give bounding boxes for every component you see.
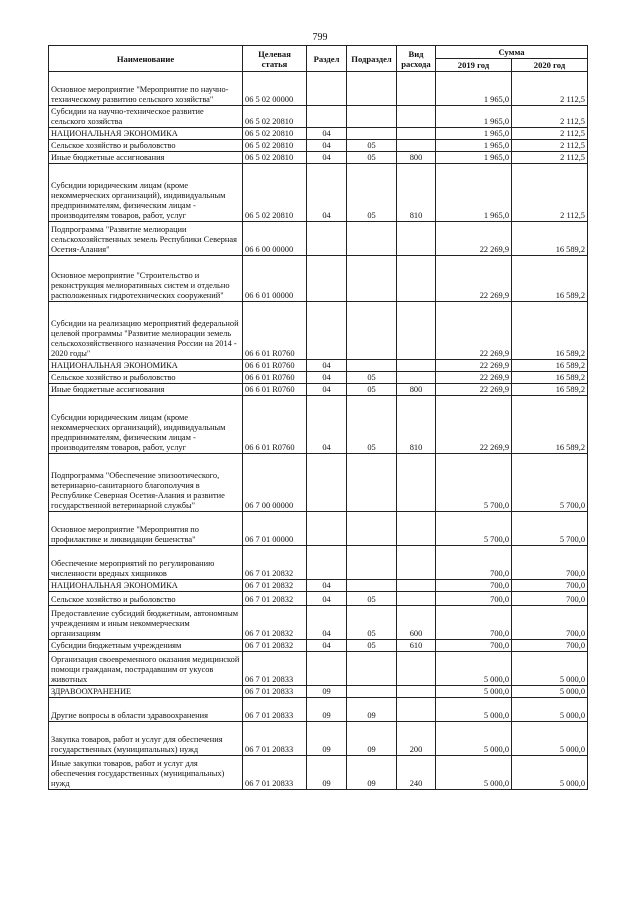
- row-sum-2020-cell: 2 112,5: [512, 72, 588, 106]
- row-expense-type-cell: [397, 72, 436, 106]
- row-sum-2020-cell: 5 000,0: [512, 686, 588, 698]
- row-sum-2019-cell: 22 269,9: [436, 384, 512, 396]
- row-sum-2020-cell: 16 589,2: [512, 222, 588, 256]
- row-sum-2020-cell: 700,0: [512, 640, 588, 652]
- table-row: [49, 256, 588, 302]
- row-sum-2019-cell: 1 965,0: [436, 128, 512, 140]
- row-sum-2019-cell: 5 700,0: [436, 512, 512, 546]
- row-section-cell: [307, 72, 347, 106]
- row-sum-2019-cell: 700,0: [436, 606, 512, 640]
- row-sum-2019-cell: 22 269,9: [436, 222, 512, 256]
- row-sum-2019-cell: 5 700,0: [436, 454, 512, 512]
- table-row: [49, 640, 588, 652]
- row-target-cell: 06 7 01 20832: [243, 546, 307, 580]
- row-name-cell: Другие вопросы в области здравоохранения: [49, 698, 243, 722]
- table-row: [49, 384, 588, 396]
- row-sum-2020-cell: 2 112,5: [512, 152, 588, 164]
- row-subsection-cell: 05: [347, 592, 397, 606]
- row-name-cell: Сельское хозяйство и рыболовство: [49, 140, 243, 152]
- row-expense-type-cell: [397, 546, 436, 580]
- row-expense-type-cell: [397, 360, 436, 372]
- header-sum: Сумма: [436, 46, 588, 59]
- row-subsection-cell: 09: [347, 722, 397, 756]
- table-row: [49, 512, 588, 546]
- row-subsection-cell: 05: [347, 372, 397, 384]
- table-row: [49, 652, 588, 686]
- row-name-cell: Субсидии юридическим лицам (кроме некоммерческих организаций), индивидуальным предпринимателям, физическим лицам - производителям товаров, работ, услуг: [49, 164, 243, 222]
- row-target-cell: 06 7 00 00000: [243, 454, 307, 512]
- header-expense-type: Вид расхода: [397, 46, 436, 72]
- table-row: [49, 580, 588, 592]
- row-section-cell: 04: [307, 384, 347, 396]
- table-row: [49, 360, 588, 372]
- row-name-cell: Сельское хозяйство и рыболовство: [49, 372, 243, 384]
- row-name-cell: Закупка товаров, работ и услуг для обеспечения государственных (муниципальных) нужд: [49, 722, 243, 756]
- row-sum-2019-cell: 700,0: [436, 640, 512, 652]
- row-name-cell: Сельское хозяйство и рыболовство: [49, 592, 243, 606]
- row-target-cell: 06 6 00 00000: [243, 222, 307, 256]
- row-subsection-cell: [347, 256, 397, 302]
- row-sum-2019-cell: 700,0: [436, 580, 512, 592]
- header-year-2019: 2019 год: [436, 59, 512, 72]
- row-expense-type-cell: [397, 686, 436, 698]
- row-expense-type-cell: [397, 454, 436, 512]
- row-name-cell: Основное мероприятие "Мероприятие по научно-техническому развитию сельского хозяйства": [49, 72, 243, 106]
- row-target-cell: 06 5 02 20810: [243, 140, 307, 152]
- row-target-cell: 06 7 01 00000: [243, 512, 307, 546]
- row-expense-type-cell: [397, 222, 436, 256]
- table-body: [49, 72, 588, 790]
- row-name-cell: Предоставление субсидий бюджетным, автономным учреждениям и иным некоммерческим организациям: [49, 606, 243, 640]
- row-subsection-cell: 05: [347, 152, 397, 164]
- row-target-cell: 06 5 02 20810: [243, 164, 307, 222]
- row-sum-2019-cell: 1 965,0: [436, 164, 512, 222]
- row-expense-type-cell: 610: [397, 640, 436, 652]
- row-section-cell: 04: [307, 606, 347, 640]
- row-section-cell: 04: [307, 396, 347, 454]
- row-expense-type-cell: 200: [397, 722, 436, 756]
- row-expense-type-cell: [397, 140, 436, 152]
- row-section-cell: 04: [307, 164, 347, 222]
- row-sum-2020-cell: 5 000,0: [512, 652, 588, 686]
- row-name-cell: Субсидии на реализацию мероприятий федеральной целевой программы "Развитие мелиорации земель сельскохозяйственного назначения России на 2014 - 2020 годы": [49, 302, 243, 360]
- row-target-cell: 06 7 01 20832: [243, 592, 307, 606]
- table-row: [49, 140, 588, 152]
- row-expense-type-cell: 600: [397, 606, 436, 640]
- row-name-cell: НАЦИОНАЛЬНАЯ ЭКОНОМИКА: [49, 360, 243, 372]
- table-row: [49, 106, 588, 128]
- table-row: [49, 722, 588, 756]
- row-section-cell: 04: [307, 140, 347, 152]
- row-sum-2020-cell: 2 112,5: [512, 106, 588, 128]
- row-sum-2019-cell: 1 965,0: [436, 106, 512, 128]
- row-target-cell: 06 5 02 20810: [243, 152, 307, 164]
- row-target-cell: 06 5 02 20810: [243, 106, 307, 128]
- row-subsection-cell: [347, 546, 397, 580]
- table-row: [49, 454, 588, 512]
- row-sum-2020-cell: 16 589,2: [512, 302, 588, 360]
- row-target-cell: 06 7 01 20832: [243, 640, 307, 652]
- header-target: Целевая статья: [243, 46, 307, 72]
- row-name-cell: Основное мероприятие "Мероприятия по профилактике и ликвидации бешенства": [49, 512, 243, 546]
- table-row: [49, 698, 588, 722]
- row-sum-2020-cell: 16 589,2: [512, 360, 588, 372]
- row-subsection-cell: 09: [347, 756, 397, 790]
- table-row: [49, 302, 588, 360]
- row-sum-2020-cell: 5 000,0: [512, 722, 588, 756]
- row-expense-type-cell: [397, 128, 436, 140]
- row-section-cell: [307, 454, 347, 512]
- row-sum-2019-cell: 22 269,9: [436, 302, 512, 360]
- row-name-cell: Организация своевременного оказания медицинской помощи гражданам, пострадавшим от укусов животных: [49, 652, 243, 686]
- row-target-cell: 06 7 01 20833: [243, 722, 307, 756]
- row-section-cell: 04: [307, 372, 347, 384]
- row-sum-2019-cell: 22 269,9: [436, 360, 512, 372]
- row-expense-type-cell: [397, 372, 436, 384]
- row-section-cell: 09: [307, 756, 347, 790]
- row-section-cell: [307, 256, 347, 302]
- row-sum-2020-cell: 5 000,0: [512, 698, 588, 722]
- row-name-cell: Иные закупки товаров, работ и услуг для обеспечения государственных (муниципальных) нужд: [49, 756, 243, 790]
- row-section-cell: [307, 106, 347, 128]
- row-target-cell: 06 7 01 20833: [243, 698, 307, 722]
- table-row: [49, 396, 588, 454]
- row-section-cell: [307, 652, 347, 686]
- row-name-cell: Основное мероприятие "Строительство и реконструкция мелиоративных систем и отдельно расположенных гидротехнических сооружений": [49, 256, 243, 302]
- row-name-cell: Подпрограмма "Развитие мелиорации сельскохозяйственных земель Республики Северная Осетия-Алания": [49, 222, 243, 256]
- row-subsection-cell: 09: [347, 698, 397, 722]
- table-row: [49, 72, 588, 106]
- row-subsection-cell: 05: [347, 396, 397, 454]
- row-sum-2019-cell: 22 269,9: [436, 396, 512, 454]
- row-target-cell: 06 7 01 20832: [243, 606, 307, 640]
- row-expense-type-cell: 800: [397, 152, 436, 164]
- row-target-cell: 06 7 01 20833: [243, 756, 307, 790]
- row-sum-2019-cell: 700,0: [436, 546, 512, 580]
- row-sum-2020-cell: 5 700,0: [512, 512, 588, 546]
- row-sum-2020-cell: 2 112,5: [512, 164, 588, 222]
- row-subsection-cell: [347, 652, 397, 686]
- row-section-cell: 04: [307, 360, 347, 372]
- row-subsection-cell: [347, 686, 397, 698]
- row-target-cell: 06 5 02 20810: [243, 128, 307, 140]
- row-sum-2019-cell: 5 000,0: [436, 652, 512, 686]
- row-sum-2020-cell: 16 589,2: [512, 384, 588, 396]
- row-section-cell: 09: [307, 686, 347, 698]
- row-subsection-cell: [347, 512, 397, 546]
- row-target-cell: 06 7 01 20832: [243, 580, 307, 592]
- row-sum-2019-cell: 1 965,0: [436, 72, 512, 106]
- row-expense-type-cell: [397, 256, 436, 302]
- row-target-cell: 06 6 01 R0760: [243, 384, 307, 396]
- row-sum-2020-cell: 2 112,5: [512, 140, 588, 152]
- table-row: [49, 592, 588, 606]
- row-name-cell: Субсидии юридическим лицам (кроме некоммерческих организаций), индивидуальным предпринимателям, физическим лицам - производителям товаров, работ, услуг: [49, 396, 243, 454]
- row-subsection-cell: 05: [347, 384, 397, 396]
- row-sum-2020-cell: 5 700,0: [512, 454, 588, 512]
- row-expense-type-cell: [397, 652, 436, 686]
- row-sum-2019-cell: 22 269,9: [436, 256, 512, 302]
- row-name-cell: НАЦИОНАЛЬНАЯ ЭКОНОМИКА: [49, 580, 243, 592]
- table-row: [49, 756, 588, 790]
- row-sum-2019-cell: 22 269,9: [436, 372, 512, 384]
- table-row: [49, 164, 588, 222]
- row-name-cell: Иные бюджетные ассигнования: [49, 384, 243, 396]
- row-sum-2019-cell: 5 000,0: [436, 722, 512, 756]
- row-name-cell: Иные бюджетные ассигнования: [49, 152, 243, 164]
- row-subsection-cell: 05: [347, 606, 397, 640]
- row-expense-type-cell: [397, 512, 436, 546]
- row-target-cell: 06 6 01 00000: [243, 256, 307, 302]
- row-name-cell: ЗДРАВООХРАНЕНИЕ: [49, 686, 243, 698]
- row-name-cell: Субсидии бюджетным учреждениям: [49, 640, 243, 652]
- table-row: [49, 222, 588, 256]
- table-row: [49, 128, 588, 140]
- row-sum-2020-cell: 700,0: [512, 580, 588, 592]
- row-target-cell: 06 7 01 20833: [243, 652, 307, 686]
- row-target-cell: 06 5 02 00000: [243, 72, 307, 106]
- row-section-cell: 09: [307, 698, 347, 722]
- row-section-cell: 04: [307, 640, 347, 652]
- row-target-cell: 06 6 01 R0760: [243, 396, 307, 454]
- row-sum-2019-cell: 1 965,0: [436, 140, 512, 152]
- row-expense-type-cell: [397, 698, 436, 722]
- row-expense-type-cell: [397, 592, 436, 606]
- row-name-cell: Субсидии на научно-техническое развитие сельского хозяйства: [49, 106, 243, 128]
- row-section-cell: [307, 512, 347, 546]
- row-sum-2020-cell: 700,0: [512, 592, 588, 606]
- table-row: [49, 372, 588, 384]
- row-section-cell: 04: [307, 152, 347, 164]
- row-subsection-cell: [347, 302, 397, 360]
- row-subsection-cell: [347, 222, 397, 256]
- row-subsection-cell: 05: [347, 164, 397, 222]
- table-row: [49, 686, 588, 698]
- row-name-cell: Обеспечение мероприятий по регулированию численности вредных хищников: [49, 546, 243, 580]
- row-subsection-cell: [347, 128, 397, 140]
- row-expense-type-cell: 810: [397, 164, 436, 222]
- row-target-cell: 06 6 01 R0760: [243, 372, 307, 384]
- row-expense-type-cell: 240: [397, 756, 436, 790]
- row-expense-type-cell: 800: [397, 384, 436, 396]
- row-expense-type-cell: [397, 302, 436, 360]
- row-target-cell: 06 6 01 R0760: [243, 360, 307, 372]
- row-section-cell: 04: [307, 128, 347, 140]
- row-expense-type-cell: [397, 106, 436, 128]
- row-sum-2019-cell: 5 000,0: [436, 756, 512, 790]
- row-target-cell: 06 6 01 R0760: [243, 302, 307, 360]
- budget-table: [48, 45, 588, 790]
- table-row: [49, 546, 588, 580]
- row-sum-2020-cell: 2 112,5: [512, 128, 588, 140]
- row-name-cell: НАЦИОНАЛЬНАЯ ЭКОНОМИКА: [49, 128, 243, 140]
- row-section-cell: [307, 546, 347, 580]
- row-expense-type-cell: [397, 580, 436, 592]
- row-section-cell: [307, 302, 347, 360]
- row-sum-2020-cell: 16 589,2: [512, 372, 588, 384]
- row-sum-2019-cell: 1 965,0: [436, 152, 512, 164]
- header-name: Наименование: [49, 46, 243, 72]
- row-subsection-cell: 05: [347, 640, 397, 652]
- row-subsection-cell: 05: [347, 140, 397, 152]
- page-number: 799: [312, 32, 328, 43]
- row-subsection-cell: [347, 580, 397, 592]
- row-sum-2020-cell: 5 000,0: [512, 756, 588, 790]
- row-name-cell: Подпрограмма "Обеспечение эпизоотического, ветеринарно-санитарного благополучия в Республике Северная Осетия-Алания и развитие государственной ветеринарной службы": [49, 454, 243, 512]
- row-subsection-cell: [347, 454, 397, 512]
- row-sum-2019-cell: 5 000,0: [436, 698, 512, 722]
- row-sum-2020-cell: 700,0: [512, 546, 588, 580]
- row-sum-2020-cell: 16 589,2: [512, 396, 588, 454]
- row-expense-type-cell: 810: [397, 396, 436, 454]
- row-sum-2020-cell: 16 589,2: [512, 256, 588, 302]
- header-year-2020: 2020 год: [512, 59, 588, 72]
- table-row: [49, 606, 588, 640]
- row-section-cell: [307, 222, 347, 256]
- row-sum-2019-cell: 5 000,0: [436, 686, 512, 698]
- row-subsection-cell: [347, 360, 397, 372]
- table-row: [49, 152, 588, 164]
- row-sum-2019-cell: 700,0: [436, 592, 512, 606]
- row-section-cell: 04: [307, 580, 347, 592]
- row-sum-2020-cell: 700,0: [512, 606, 588, 640]
- header-subsection: Подраздел: [347, 46, 397, 72]
- row-section-cell: 04: [307, 592, 347, 606]
- row-subsection-cell: [347, 72, 397, 106]
- row-section-cell: 09: [307, 722, 347, 756]
- header-section: Раздел: [307, 46, 347, 72]
- row-target-cell: 06 7 01 20833: [243, 686, 307, 698]
- row-subsection-cell: [347, 106, 397, 128]
